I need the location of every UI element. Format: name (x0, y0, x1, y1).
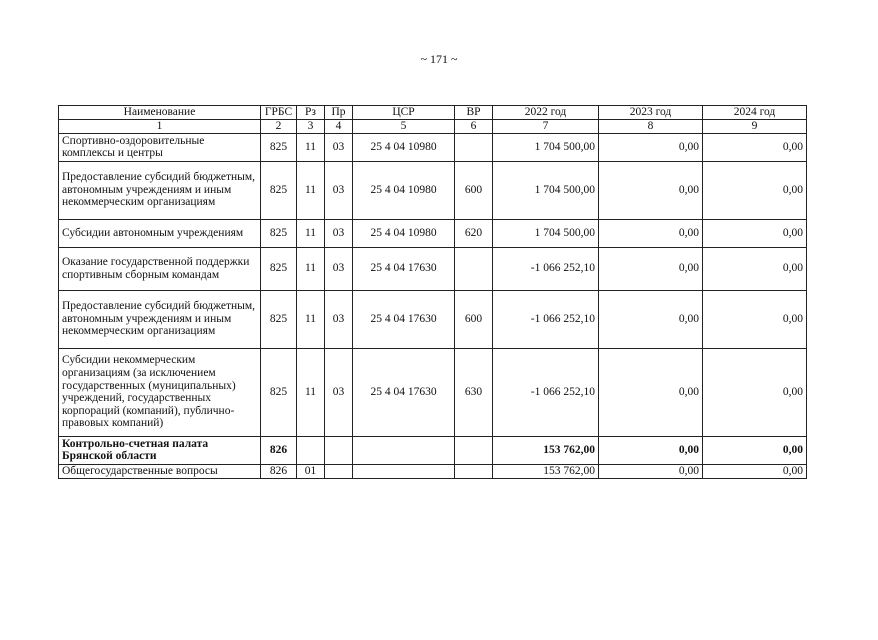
row-2024: 0,00 (703, 219, 807, 247)
table-row (59, 161, 807, 219)
row-2023: 0,00 (599, 133, 703, 161)
row-2023: 0,00 (599, 436, 703, 464)
row-2023: 0,00 (599, 219, 703, 247)
row-rz: 11 (297, 348, 325, 436)
row-2022: 153 762,00 (493, 464, 599, 478)
column-number: 2 (261, 120, 297, 134)
row-vr: 630 (455, 348, 493, 436)
row-pr: 03 (325, 247, 353, 290)
row-name: Предоставление субсидий бюджетным, автономным учреждениям и иным некоммерческим организациям (59, 161, 261, 219)
row-rz: 11 (297, 247, 325, 290)
row-grbs: 825 (261, 219, 297, 247)
row-name: Оказание государственной поддержки спортивным сборным командам (59, 247, 261, 290)
row-name: Общегосударственные вопросы (59, 464, 261, 478)
row-grbs: 825 (261, 161, 297, 219)
column-number: 9 (703, 120, 807, 134)
column-number: 4 (325, 120, 353, 134)
budget-table (58, 105, 807, 479)
row-2023: 0,00 (599, 247, 703, 290)
row-vr (455, 133, 493, 161)
row-grbs: 825 (261, 133, 297, 161)
row-2023: 0,00 (599, 348, 703, 436)
row-2023: 0,00 (599, 464, 703, 478)
column-numbers-row (59, 120, 807, 134)
row-2024: 0,00 (703, 247, 807, 290)
row-pr: 03 (325, 290, 353, 348)
row-2024: 0,00 (703, 464, 807, 478)
row-vr: 620 (455, 219, 493, 247)
row-grbs: 826 (261, 464, 297, 478)
header-vr: ВР (455, 106, 493, 120)
header-2022: 2022 год (493, 106, 599, 120)
row-csr: 25 4 04 10980 (353, 219, 455, 247)
row-name: Предоставление субсидий бюджетным, автономным учреждениям и иным некоммерческим организациям (59, 290, 261, 348)
row-name: Субсидии некоммерческим организациям (за исключением государственных (муниципальных) учреждений, государственных корпораций (компаний), публично-правовых компаний) (59, 348, 261, 436)
column-number: 8 (599, 120, 703, 134)
row-rz: 11 (297, 219, 325, 247)
table-row (59, 133, 807, 161)
row-vr (455, 436, 493, 464)
row-vr: 600 (455, 161, 493, 219)
row-csr: 25 4 04 17630 (353, 290, 455, 348)
row-csr (353, 464, 455, 478)
header-name: Наименование (59, 106, 261, 120)
row-pr (325, 436, 353, 464)
row-vr (455, 247, 493, 290)
row-name: Контрольно-счетная палата Брянской области (59, 436, 261, 464)
row-2022: 153 762,00 (493, 436, 599, 464)
row-pr: 03 (325, 348, 353, 436)
row-grbs: 825 (261, 290, 297, 348)
column-number: 6 (455, 120, 493, 134)
row-csr: 25 4 04 10980 (353, 161, 455, 219)
table-row (59, 247, 807, 290)
row-rz (297, 436, 325, 464)
column-number: 5 (353, 120, 455, 134)
row-name: Спортивно-оздоровительные комплексы и центры (59, 133, 261, 161)
row-2023: 0,00 (599, 290, 703, 348)
row-csr (353, 436, 455, 464)
row-2022: 1 704 500,00 (493, 219, 599, 247)
row-2022: -1 066 252,10 (493, 290, 599, 348)
row-2022: 1 704 500,00 (493, 161, 599, 219)
column-number: 7 (493, 120, 599, 134)
header-row (59, 106, 807, 120)
row-name: Субсидии автономным учреждениям (59, 219, 261, 247)
header-pr: Пр (325, 106, 353, 120)
row-2024: 0,00 (703, 348, 807, 436)
row-rz: 11 (297, 290, 325, 348)
row-2022: 1 704 500,00 (493, 133, 599, 161)
table-row (59, 348, 807, 436)
page-number: ~ 171 ~ (420, 52, 458, 66)
row-pr (325, 464, 353, 478)
row-2024: 0,00 (703, 436, 807, 464)
row-csr: 25 4 04 17630 (353, 348, 455, 436)
header-2024: 2024 год (703, 106, 807, 120)
table-row (59, 436, 807, 464)
row-pr: 03 (325, 161, 353, 219)
row-pr: 03 (325, 219, 353, 247)
column-number: 3 (297, 120, 325, 134)
row-grbs: 825 (261, 348, 297, 436)
table-row (59, 290, 807, 348)
row-csr: 25 4 04 10980 (353, 133, 455, 161)
table-row (59, 464, 807, 478)
row-2024: 0,00 (703, 133, 807, 161)
row-rz: 01 (297, 464, 325, 478)
header-csr: ЦСР (353, 106, 455, 120)
table-row (59, 219, 807, 247)
header-grbs: ГРБС (261, 106, 297, 120)
row-vr: 600 (455, 290, 493, 348)
row-2024: 0,00 (703, 290, 807, 348)
header-rz: Рз (297, 106, 325, 120)
row-csr: 25 4 04 17630 (353, 247, 455, 290)
row-2024: 0,00 (703, 161, 807, 219)
row-vr (455, 464, 493, 478)
column-number: 1 (59, 120, 261, 134)
row-pr: 03 (325, 133, 353, 161)
row-grbs: 825 (261, 247, 297, 290)
row-2022: -1 066 252,10 (493, 247, 599, 290)
row-2023: 0,00 (599, 161, 703, 219)
row-grbs: 826 (261, 436, 297, 464)
row-rz: 11 (297, 161, 325, 219)
row-2022: -1 066 252,10 (493, 348, 599, 436)
header-2023: 2023 год (599, 106, 703, 120)
row-rz: 11 (297, 133, 325, 161)
